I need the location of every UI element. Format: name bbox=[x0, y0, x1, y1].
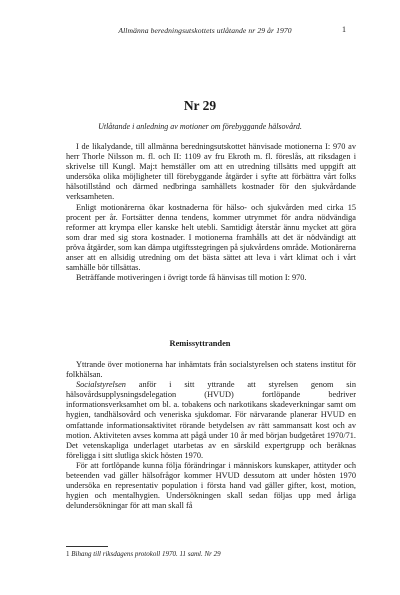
footnote-text: Bihang till riksdagens protokoll 1970. 11 saml. Nr 29 bbox=[71, 550, 221, 558]
page-number: 1 bbox=[342, 25, 346, 34]
remiss-paragraph bbox=[66, 461, 356, 511]
paragraph-text: Yttrande över motionerna har inhämtats från socialstyrelsen och statens institut för folkhälsan. bbox=[66, 360, 356, 380]
remiss-paragraph bbox=[66, 380, 356, 461]
paragraph-text: anför i sitt yttrande att styrelsen genom sin hälsovårdsupplysningsdelegation (HVUD) fortlöpande bedriver informationsverksamhet om bl. a. tobakens och narkotikans skadeverkningar samt om hygien, tandhälsovård och veneriska sjukdomar. För närvarande planerar HVUD en omfattande informationsaktivitet rörande betydelsen av rätt sammansatt kost och av motion. Aktiviteten avses komma att pågå under 10 år med början budgetåret 1970/71. Det vetenskapliga underlaget utarbetas av en särskild expertgrupp och beräknas föreligga i sitt slutliga skick hösten 1970. bbox=[66, 380, 356, 460]
footnote-number: 1 bbox=[66, 550, 70, 558]
document-subtitle: Utlåtande i anledning av motioner om förebyggande hälsovård. bbox=[98, 122, 302, 131]
running-head: Allmänna beredningsutskottets utlåtande nr 29 år 1970 bbox=[118, 26, 292, 35]
footnote bbox=[66, 550, 221, 558]
intro-paragraph: Beträffande motiveringen i övrigt torde få hänvisas till motion I: 970. bbox=[76, 273, 307, 283]
intro-paragraph: I de likalydande, till allmänna beredningsutskottet hänvisade motionerna I: 970 av herr Thorle Nilsson m. fl. och II: 1109 av fru Ekroth m. fl. föreslås, att riksdagen i skrivelse till Kungl. Maj:t hemställer om att en utredning tillsätts med uppgift att undersöka olika möjligheter till förebyggande åtgärder i syfte att förbättra vårt folks hälsotillstånd och därmed nedbringa samhällets kostnader för den sjukvårdande verksamheten. bbox=[66, 142, 356, 202]
intro-paragraph: Enligt motionärerna ökar kostnaderna för hälso- och sjukvården med cirka 15 procent per år. Fortsätter denna tendens, kommer utrymmet för andra nödvändiga reformer att krympa eller kanske helt utebli. Samtidigt återstår ännu mycket att göra som drar med sig stora kostnader. I motionerna framhålls att det är nödvändigt att pröva åtgärder, som kan dämpa utgiftsstegringen på sjukvårdens område. Motionärerna anser att en allsidig utredning om det bästa sättet att leva i vårt klimat och i vårt samhälle bör tillsättas. bbox=[66, 202, 356, 273]
intro-section bbox=[66, 142, 356, 283]
document-title: Nr 29 bbox=[183, 98, 217, 113]
paragraph-lead: Socialstyrelsen bbox=[76, 380, 126, 390]
footnote-rule bbox=[66, 546, 108, 547]
section-heading: Remissyttranden bbox=[169, 339, 231, 348]
paragraph-text: För att fortlöpande kunna följa förändringar i människors kunskaper, attityder och beteenden vad gäller hälsofrågor kommer HVUD dessutom att under hösten 1970 undersöka en representativ population i första hand vad gäller gifter, kost, motion, hygien och mentalhygien. Undersökningen skall sedan följas upp med årliga delundersökningar för att man skall få bbox=[66, 460, 356, 511]
remiss-paragraph bbox=[66, 360, 356, 380]
remiss-section bbox=[66, 360, 356, 511]
